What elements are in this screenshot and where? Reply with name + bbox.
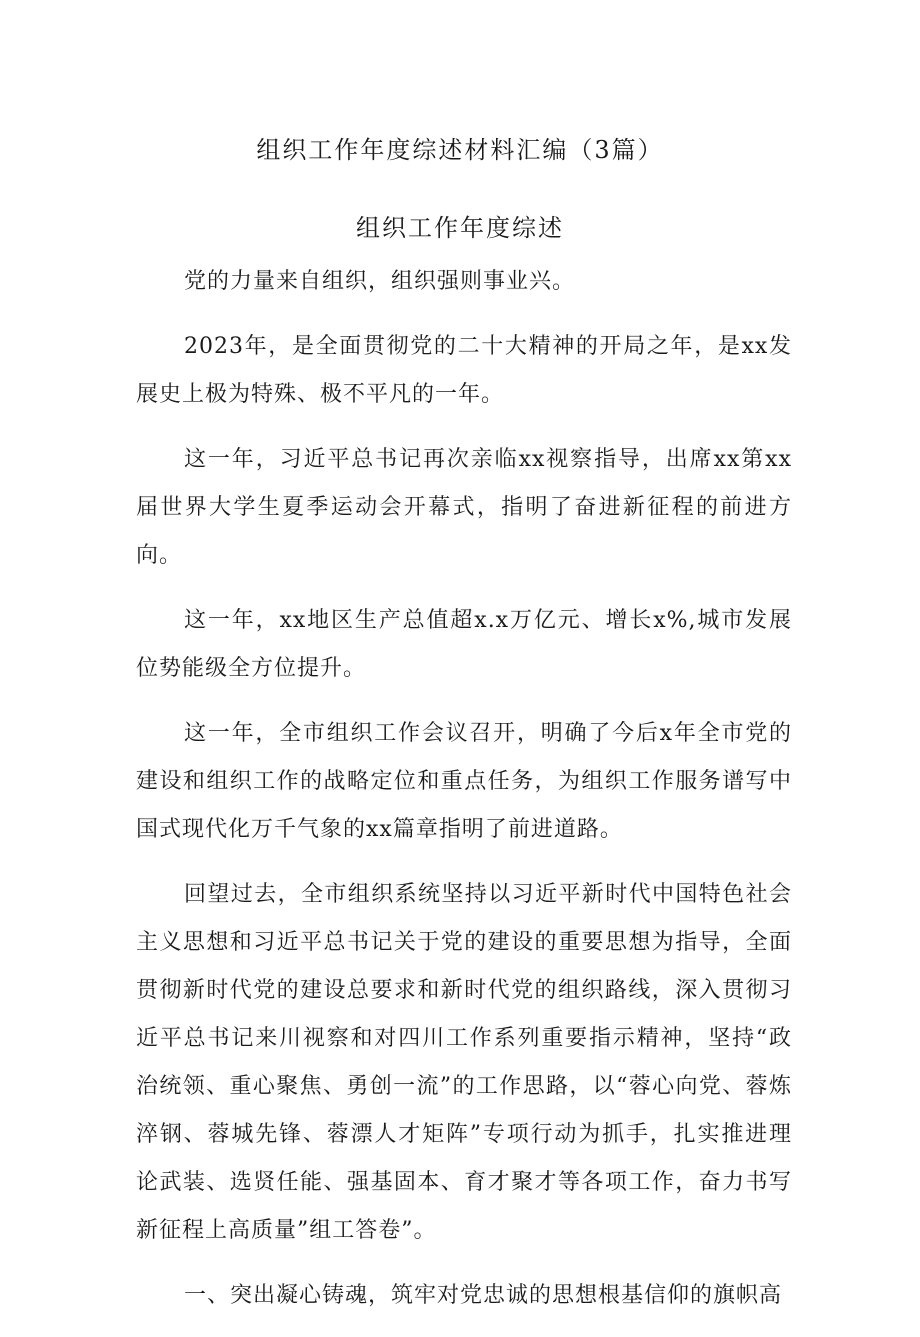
paragraph-4: 这一年，xx地区生产总值超x.x万亿元、增长x%,城市发展位势能级全方位提升。 [136,608,792,681]
paragraph-7: 一、突出凝心铸魂，筑牢对党忠诚的思想根基信仰的旗帜高 [184,1283,783,1308]
section-title: 组织工作年度综述 [356,214,564,242]
paragraph-2: 2023年，是全面贯彻党的二十大精神的开局之年，是xx发展史上极为特殊、极不平凡的一年。 [136,334,792,407]
paragraph-5: 这一年，全市组织工作会议召开，明确了今后x年全市党的建设和组织工作的战略定位和重点任务，为组织工作服务谱写中国式现代化万千气象的xx篇章指明了前进道路。 [136,721,792,842]
paragraph-1: 党的力量来自组织，组织强则事业兴。 [184,269,576,294]
paragraph-3: 这一年，习近平总书记再次亲临xx视察指导，出席xx第xx届世界大学生夏季运动会开幕式，指明了奋进新征程的前进方向。 [136,447,792,568]
document-title: 组织工作年度综述材料汇编（3篇） [256,136,664,164]
paragraph-6: 回望过去，全市组织系统坚持以习近平新时代中国特色社会主义思想和习近平总书记关于党的建设的重要思想为指导，全面贯彻新时代党的建设总要求和新时代党的组织路线，深入贯彻习近平总书记来川视察和对四川工作系列重要指示精神，坚持“政治统领、重心聚焦、勇创一流”的工作思路，以“蓉心向党、蓉炼淬钢、蓉城先锋、蓉漂人才矩阵”专项行动为抓手，扎实推进理论武装、选贤任能、强基固本、育才聚才等各项工作，奋力书写新征程上高质量”组工答卷”。 [136,882,792,1243]
document-body [136,258,792,1337]
